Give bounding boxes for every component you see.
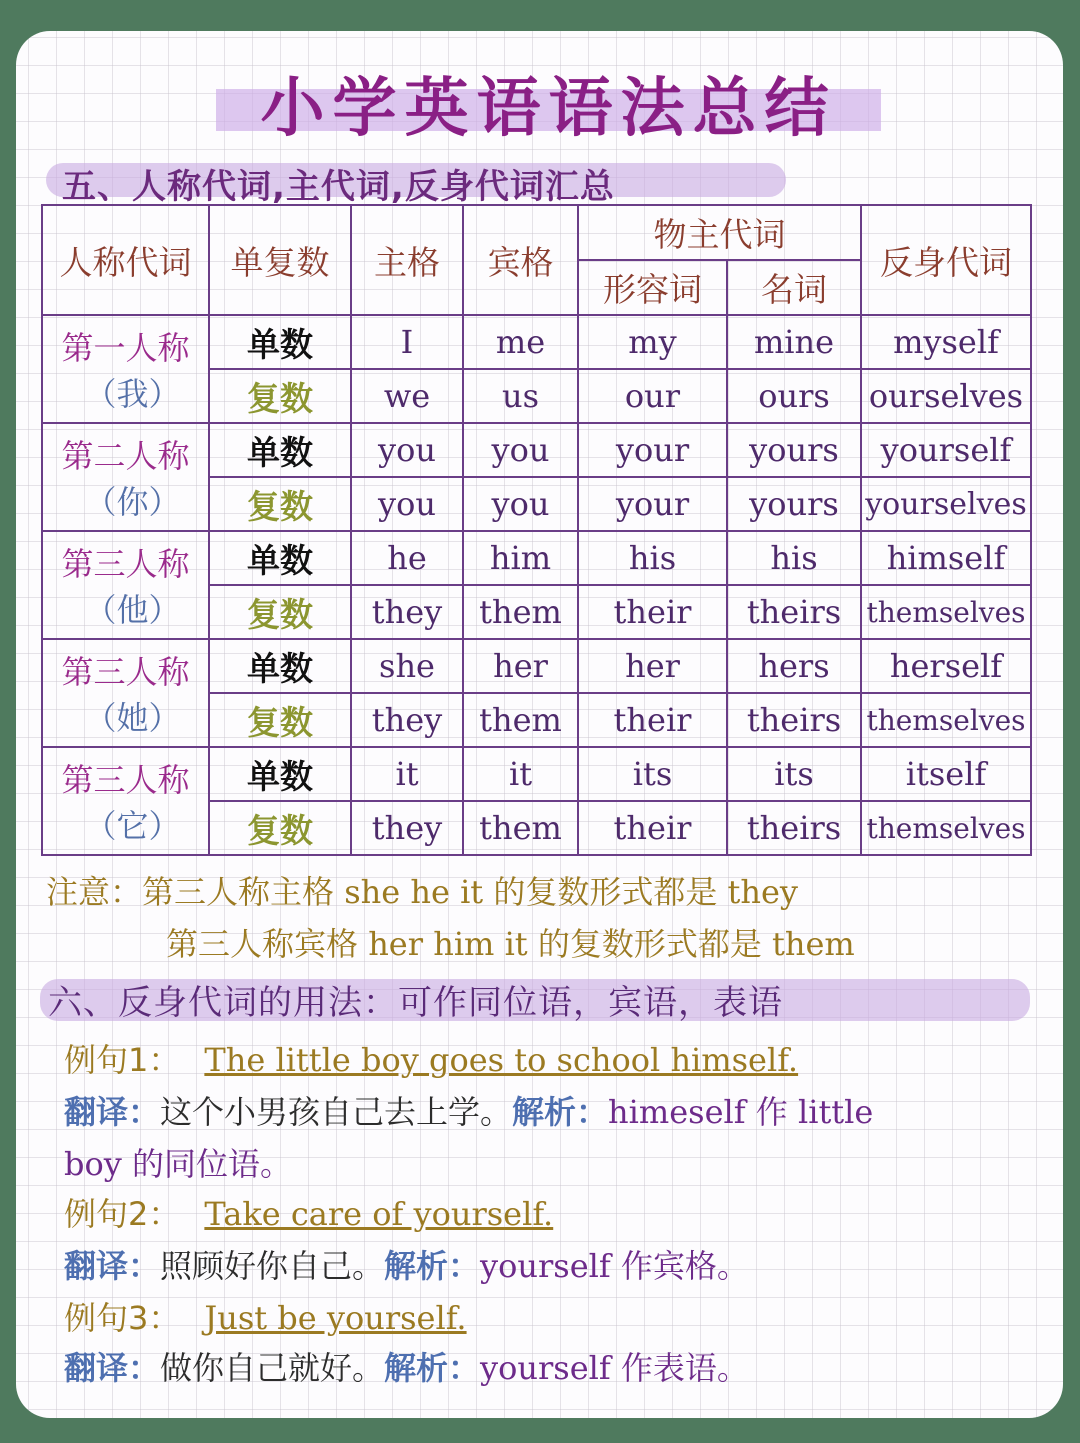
object-cell: him [463,531,578,585]
page-title-block [216,61,881,146]
note-text: she he it [344,873,484,911]
reflexive-cell: herself [861,639,1031,693]
singular-label: 单数 [209,315,351,369]
subject-cell: I [351,315,463,369]
analysis-text: 的同位语。 [121,1145,293,1183]
object-cell: her [463,639,578,693]
page-title: 小学英语语法总结 [260,72,837,146]
analysis-text: himeself [608,1093,746,1131]
person-cell [42,747,209,855]
object-cell: me [463,315,578,369]
analysis-text: 作宾格。 [610,1247,749,1285]
reflexive-cell: themselves [861,693,1031,747]
example-label: 例句2： [64,1195,181,1233]
pronoun-zh: （他） [84,591,181,629]
header-person: 人称代词 [42,205,209,315]
table-row [42,531,1031,585]
translation-label: 翻译： [64,1247,161,1285]
noun-cell: yours [727,423,861,477]
header-subject: 主格 [351,205,463,315]
example-label: 例句1： [64,1041,181,1079]
noun-cell: theirs [727,585,861,639]
header-adjective: 形容词 [578,260,727,315]
note-text: 第三人称宾格 [166,925,369,963]
translation-3-line [64,1343,749,1389]
person-cell [42,531,209,639]
plural-label: 复数 [209,585,351,639]
header-possessive: 物主代词 [578,205,861,260]
noun-cell: his [727,531,861,585]
note-line-2 [166,919,855,965]
table-row [42,315,1031,369]
person-label: 第三人称 [61,653,190,691]
adjective-cell: their [578,801,727,855]
subject-cell: they [351,693,463,747]
header-noun: 名词 [727,260,861,315]
analysis-label: 解析： [384,1247,481,1285]
table-row [42,639,1031,693]
subject-cell: we [351,369,463,423]
subject-cell: she [351,639,463,693]
object-cell: it [463,747,578,801]
object-cell: them [463,585,578,639]
plural-label: 复数 [209,477,351,531]
analysis-text: little [797,1093,874,1131]
pronoun-zh: （它） [84,807,181,845]
person-cell [42,315,209,423]
example-sentence: Just be yourself. [204,1299,467,1337]
translation-label: 翻译： [64,1093,161,1131]
reflexive-cell: ourselves [861,369,1031,423]
translation-text: 照顾好你自己。 [160,1247,385,1285]
note-text: her him it [368,925,528,963]
person-label: 第三人称 [61,761,190,799]
noun-cell: ours [727,369,861,423]
reflexive-cell: itself [861,747,1031,801]
example-label: 例句3： [64,1299,181,1337]
adjective-cell: his [578,531,727,585]
reflexive-cell: yourselves [861,477,1031,531]
analysis-label: 解析： [512,1093,609,1131]
person-label: 第一人称 [61,329,190,367]
noun-cell: mine [727,315,861,369]
singular-label: 单数 [209,747,351,801]
note-text: they [727,873,798,911]
example-1-line [64,1035,798,1081]
section5-title: 五、人称代词,主代词,反身代词汇总 [62,167,615,207]
analysis-text: yourself [480,1349,611,1387]
note-text: 的复数形式都是 [483,873,728,911]
pronoun-table [41,204,1032,856]
note-text: them [772,925,855,963]
adjective-cell: your [578,423,727,477]
object-cell: you [463,477,578,531]
translation-text: 做你自己就好。 [160,1349,385,1387]
singular-label: 单数 [209,531,351,585]
person-cell [42,639,209,747]
singular-label: 单数 [209,639,351,693]
adjective-cell: its [578,747,727,801]
plural-label: 复数 [209,693,351,747]
grammar-card [16,31,1063,1418]
plural-label: 复数 [209,369,351,423]
subject-cell: it [351,747,463,801]
table-row [42,747,1031,801]
pronoun-zh: （她） [84,699,181,737]
table-row [42,423,1031,477]
note-text: 第三人称主格 [142,873,345,911]
reflexive-cell: themselves [861,801,1031,855]
object-cell: you [463,423,578,477]
adjective-cell: her [578,639,727,693]
note-text: 的复数形式都是 [527,925,773,963]
reflexive-cell: themselves [861,585,1031,639]
object-cell: them [463,693,578,747]
noun-cell: yours [727,477,861,531]
pronoun-zh: （你） [84,483,181,521]
adjective-cell: their [578,693,727,747]
translation-label: 翻译： [64,1349,161,1387]
analysis-text: 作表语。 [610,1349,749,1387]
noun-cell: hers [727,639,861,693]
translation-text: 这个小男孩自己去上学。 [160,1093,513,1131]
note-line-1 [46,867,798,913]
noun-cell: theirs [727,693,861,747]
noun-cell: its [727,747,861,801]
reflexive-cell: yourself [861,423,1031,477]
reflexive-cell: myself [861,315,1031,369]
example-sentence: Take care of yourself. [204,1195,554,1233]
singular-label: 单数 [209,423,351,477]
example-3-line [64,1293,467,1339]
adjective-cell: their [578,585,727,639]
subject-cell: you [351,477,463,531]
subject-cell: they [351,801,463,855]
example-sentence: The little boy goes to school himself. [204,1041,799,1079]
translation-2-line [64,1241,749,1287]
translation-1-line [64,1087,873,1133]
person-label: 第三人称 [61,545,190,583]
section6-title: 六、反身代词的用法：可作同位语，宾语，表语 [48,983,783,1023]
header-reflexive: 反身代词 [861,205,1031,315]
subject-cell: he [351,531,463,585]
header-object: 宾格 [463,205,578,315]
subject-cell: they [351,585,463,639]
plural-label: 复数 [209,801,351,855]
header-number: 单复数 [209,205,351,315]
person-label: 第二人称 [61,437,190,475]
note-label: 注意： [46,873,143,911]
analysis-1-continued [64,1139,292,1185]
pronoun-zh: （我） [84,375,181,413]
person-cell [42,423,209,531]
subject-cell: you [351,423,463,477]
adjective-cell: our [578,369,727,423]
object-cell: us [463,369,578,423]
analysis-text: yourself [480,1247,611,1285]
reflexive-cell: himself [861,531,1031,585]
object-cell: them [463,801,578,855]
noun-cell: theirs [727,801,861,855]
adjective-cell: your [578,477,727,531]
analysis-text: 作 [745,1093,798,1131]
example-2-line [64,1189,553,1235]
adjective-cell: my [578,315,727,369]
analysis-label: 解析： [384,1349,481,1387]
analysis-text: boy [64,1145,122,1183]
